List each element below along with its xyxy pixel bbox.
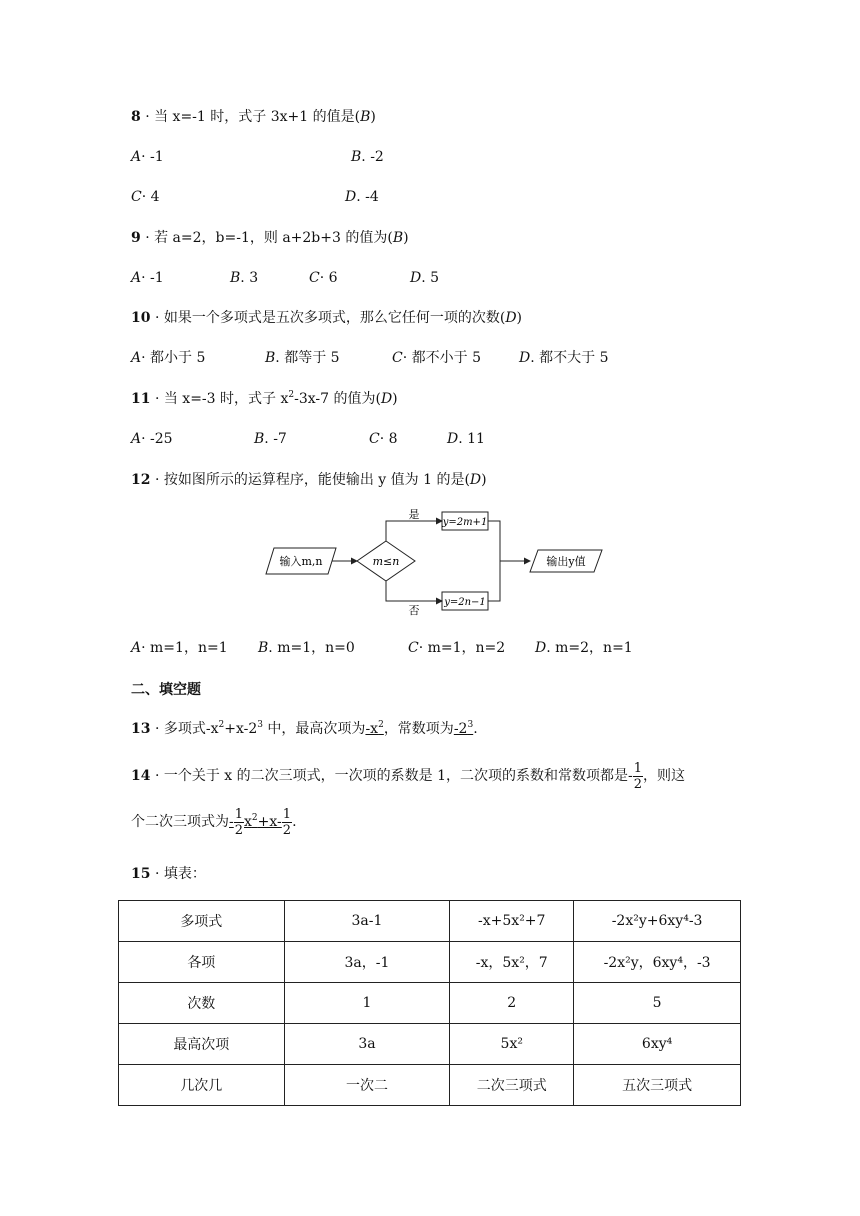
answer-highest-term: $-x^2$ — [365, 720, 384, 737]
table-cell: 各项 — [119, 942, 285, 983]
table-cell: -2x²y+6xy⁴-3 — [574, 901, 741, 942]
polynomial-table — [118, 900, 741, 1106]
table-cell: -x，5x²，7 — [450, 942, 574, 983]
option-d: D. 11 — [447, 431, 485, 447]
no-arrow — [386, 581, 442, 601]
question-10: 10 · 如果一个多项式是五次多项式，那么它任何一项的次数(D) — [131, 310, 523, 326]
no-box-label: y=2n−1 — [444, 597, 486, 608]
question-14-line-2: 个二次三项式为- $\frac{1}{2}$ $x^2+x-$ $\frac{1}{2}$ . — [131, 806, 297, 838]
table-cell: 多项式 — [119, 901, 285, 942]
no-label: 否 — [408, 604, 420, 617]
option-b: B. -7 — [254, 431, 287, 447]
section-heading: 二、填空题 — [131, 682, 201, 698]
answer: B — [392, 230, 404, 246]
question-number: 9 — [131, 230, 141, 246]
table-cell: 1 — [284, 983, 450, 1024]
question-text: 若 a=2，b=-1，则 a+2b+3 的值为( — [154, 230, 393, 246]
question-number: 15 — [131, 866, 151, 882]
question-9: 9 · 若 a=2，b=-1，则 a+2b+3 的值为(B) — [131, 230, 409, 246]
option-a: A· 都小于 5 — [131, 350, 206, 366]
option-a: A· -1 — [131, 270, 164, 286]
answer-polynomial: - $\frac{1}{2}$ $x^2+x-$ $\frac{1}{2}$ — [229, 806, 292, 838]
table-cell: 次数 — [119, 983, 285, 1024]
table-cell: -x+5x²+7 — [450, 901, 574, 942]
question-text: 按如图所示的运算程序，能使输出 y 值为 1 的是( — [163, 472, 470, 488]
question-14-line-1: 14 · 一个关于 x 的二次三项式，一次项的系数是 1，二次项的系数和常数项都是- $\frac{1}{2}$ ，则这 — [131, 760, 686, 792]
fraction: $\frac{1}{2}$ — [633, 760, 643, 792]
answer: D — [469, 472, 482, 488]
table-cell: 3a-1 — [284, 901, 450, 942]
question-13: 13 · 多项式$-x^2+x-2^3$ 中，最高次项为$-x^2$，常数项为$-2^3$. — [131, 720, 478, 737]
question-8: 8 · 当 x=-1 时，式子 3x+1 的值是(B) — [131, 109, 376, 125]
table-cell: 五次三项式 — [574, 1065, 741, 1106]
option-a: A· -1 — [131, 149, 164, 165]
question-text: 如果一个多项式是五次多项式，那么它任何一项的次数( — [163, 310, 506, 326]
option-c: C· 4 — [131, 189, 160, 205]
yes-arrow — [386, 521, 442, 541]
option-d: D. -4 — [345, 189, 379, 205]
option-a: A· m=1，n=1 — [131, 640, 228, 656]
answer: D — [380, 391, 393, 407]
option-a: A· -25 — [131, 431, 173, 447]
option-b: B. -2 — [351, 149, 384, 165]
table-cell: 几次几 — [119, 1065, 285, 1106]
question-12: 12 · 按如图所示的运算程序，能使输出 y 值为 1 的是(D) — [131, 472, 487, 488]
table-cell: 5 — [574, 983, 741, 1024]
table-cell: 5x² — [450, 1024, 574, 1065]
question-text: 当 x=-1 时，式子 3x+1 的值是( — [154, 109, 361, 125]
question-number: 13 — [131, 721, 151, 737]
output-label: 输出y值 — [546, 555, 586, 568]
option-b: B. 都等于 5 — [265, 350, 340, 366]
table-cell: -2x²y，6xy⁴，-3 — [574, 942, 741, 983]
question-number: 12 — [131, 472, 151, 488]
question-number: 11 — [131, 391, 151, 407]
table-row — [119, 1024, 741, 1065]
table-row — [119, 1065, 741, 1106]
question-11: 11 · 当 x=-3 时，式子 $x^2-3x-7$ 的值为(D) — [131, 390, 398, 407]
option-c: C· 8 — [369, 431, 398, 447]
question-number: 10 — [131, 310, 151, 326]
table-cell: 3a — [284, 1024, 450, 1065]
option-c: C· m=1，n=2 — [408, 640, 506, 656]
option-b: B. m=1，n=0 — [258, 640, 355, 656]
yes-label: 是 — [408, 508, 420, 521]
merge-line — [488, 521, 500, 601]
option-d: D. 5 — [410, 270, 440, 286]
input-label: 输入m,n — [279, 555, 323, 568]
table-row — [119, 942, 741, 983]
question-number: 8 — [131, 109, 141, 125]
answer: B — [360, 109, 371, 125]
answer: D — [505, 310, 517, 326]
table-cell: 一次二 — [284, 1065, 450, 1106]
option-c: C· 都不小于 5 — [392, 350, 481, 366]
table-cell: 最高次项 — [119, 1024, 285, 1065]
table-cell: 6xy⁴ — [574, 1024, 741, 1065]
option-c: C· 6 — [309, 270, 338, 286]
table-row — [119, 983, 741, 1024]
option-d: D. m=2，n=1 — [535, 640, 633, 656]
table-cell: 2 — [450, 983, 574, 1024]
question-number: 14 — [131, 768, 151, 784]
condition-label: m≤n — [372, 555, 400, 568]
question-15: 15 · 填表： — [131, 866, 206, 882]
option-b: B. 3 — [230, 270, 259, 286]
flowchart — [262, 508, 622, 620]
answer-constant-term: $-2^3$ — [453, 720, 474, 737]
yes-box-label: y=2m+1 — [442, 517, 488, 528]
table-cell: 3a，-1 — [284, 942, 450, 983]
table-cell: 二次三项式 — [450, 1065, 574, 1106]
option-d: D. 都不大于 5 — [519, 350, 609, 366]
table-row — [119, 901, 741, 942]
